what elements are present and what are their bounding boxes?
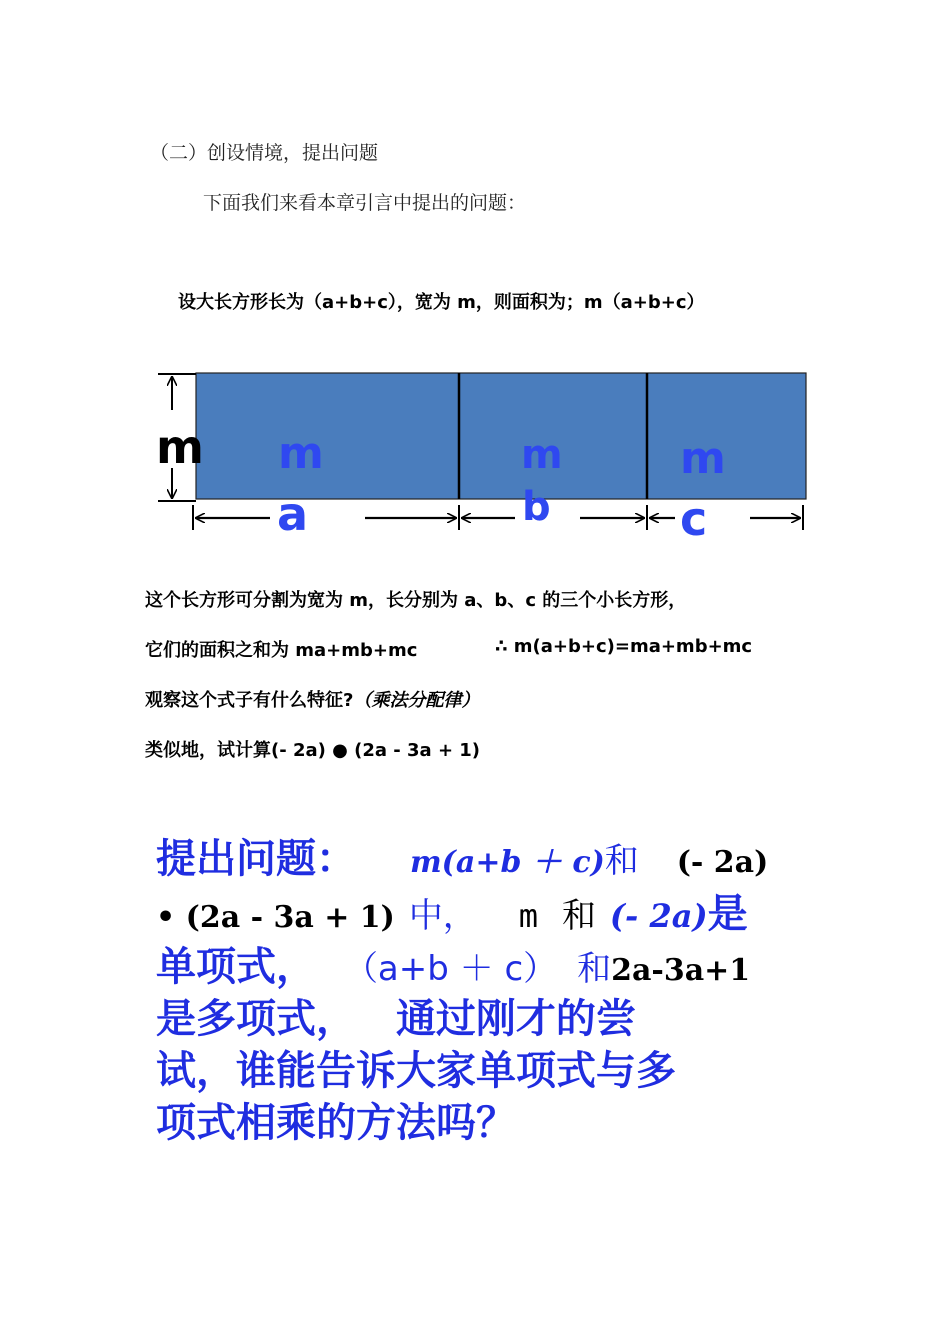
observe-question: 观察这个式子有什么特征? [145, 690, 354, 711]
monomial-text: 单项式， [156, 944, 316, 990]
expr-abc-paren: （a+b ＋ c） [343, 949, 558, 989]
question-title: 提出问题： [156, 836, 356, 882]
part-b-length-label: b [522, 484, 551, 530]
part-a-width-label: m [278, 428, 324, 479]
polynomial-text: 是多项式， [156, 996, 356, 1042]
is-text: 是 [707, 891, 748, 937]
question-line-6: 项式相乘的方法吗？ [156, 1100, 516, 1146]
intro-text: 下面我们来看本章引言中提出的问题： [203, 192, 527, 214]
rectangle-diagram [150, 360, 820, 550]
expr-polynomial: • (2a - 3a + 1) [156, 900, 395, 935]
setup-text: 设大长方形长为（a+b+c），宽为 m，则面积为；m（a+b+c） [178, 292, 705, 313]
expr-m: m [518, 897, 539, 935]
and-2: 和 [561, 896, 596, 936]
explanation-line-3 [145, 686, 479, 712]
explanation-line-1: 这个长方形可分割为宽为 m，长分别为 a、b、c 的三个小长方形， [145, 590, 687, 611]
part-b-width-label: m [521, 432, 563, 478]
expr-m-abc: m(a+b ＋ c) [409, 845, 605, 880]
question-line-4 [156, 992, 636, 1046]
distributive-law-hint: （乘法分配律） [353, 690, 480, 711]
height-label: m [156, 420, 204, 474]
part-c-length-label: c [680, 492, 708, 546]
explanation-line-4: 类似地，试计算(- 2a) ● (2a - 3a + 1) [145, 740, 481, 761]
section-heading: （二）创设情境，提出问题 [150, 142, 379, 164]
question-line-5: 试，谁能告诉大家单项式与多 [156, 1048, 676, 1094]
and-1: 和 [604, 841, 639, 881]
question-line-3 [156, 940, 750, 998]
explanation-line-2a: 它们的面积之和为 ma+mb+mc [145, 640, 418, 661]
through-text: 通过刚才的尝 [395, 996, 636, 1042]
question-line-2 [156, 887, 748, 945]
expr-2a-3a-1: 2a-3a+1 [611, 953, 751, 988]
explanation-line-2b: ∴ m(a+b+c)=ma+mb+mc [495, 636, 753, 657]
part-c-width-label: m [680, 433, 726, 484]
expr-neg-2a-2: (- 2a) [609, 897, 708, 935]
part-a-length-label: a [277, 487, 309, 541]
and-3: 和 [577, 949, 612, 989]
question-line-1 [156, 832, 768, 890]
expr-neg-2a: (- 2a) [676, 845, 769, 880]
in-text: 中， [408, 896, 477, 936]
